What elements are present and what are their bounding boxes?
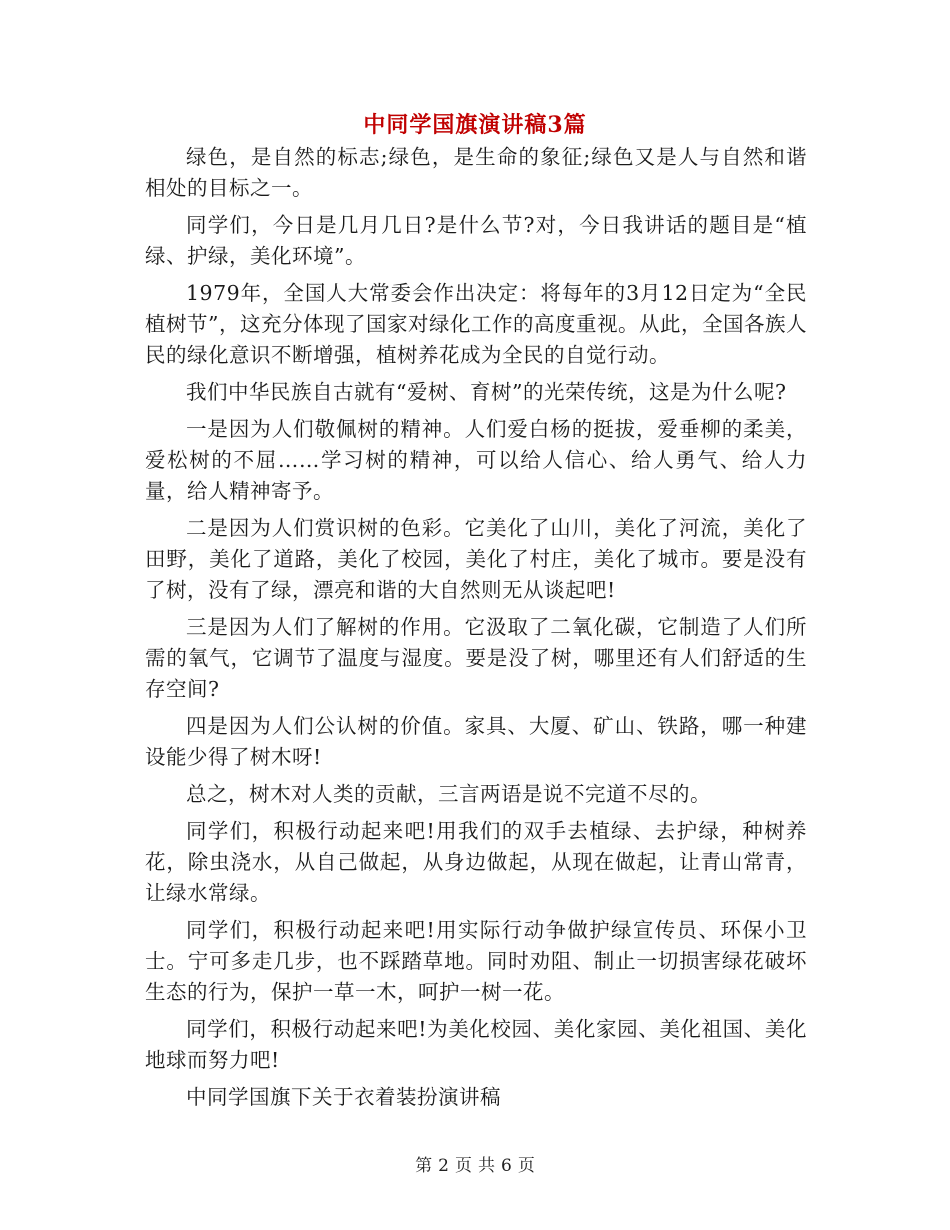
paragraph: 三是因为人们了解树的作用。它汲取了二氧化碳，它制造了人们所需的氧气，它调节了温度与湿度。要是没了树，哪里还有人们舒适的生存空间?	[145, 615, 807, 701]
page-current: 2	[438, 1156, 449, 1176]
paragraph: 同学们，今日是几月几日?是什么节?对，今日我讲话的题目是“植绿、护绿，美化环境”。	[145, 213, 807, 268]
document-title: 中同学国旗演讲稿3篇	[363, 112, 587, 138]
paragraph: 同学们，积极行动起来吧!为美化校园、美化家园、美化祖国、美化地球而努力吧!	[145, 1017, 807, 1072]
paragraph: 同学们，积极行动起来吧!用实际行动争做护绿宣传员、环保小卫士。宁可多走几步，也不踩踏草地。同时劝阻、制止一切损害绿花破坏生态的行为，保护一草一木，呵护一树一花。	[145, 918, 807, 1004]
paragraph: 我们中华民族自古就有“爱树、育树”的光荣传统，这是为什么呢?	[186, 380, 787, 404]
paragraph: 二是因为人们赏识树的色彩。它美化了山川，美化了河流，美化了田野，美化了道路，美化了校园，美化了村庄，美化了城市。要是没有了树，没有了绿，漂亮和谐的大自然则无从谈起吧!	[145, 516, 807, 602]
paragraph: 四是因为人们公认树的价值。家具、大厦、矿山、铁路，哪一种建设能少得了树木呀!	[145, 714, 807, 769]
paragraph: 1979年，全国人大常委会作出决定：将每年的3月12日定为“全民植树节”，这充分体现了国家对绿化工作的高度重视。从此，全国各族人民的绿化意识不断增强，植树养花成为全民的自觉行动。	[145, 281, 807, 367]
document-body	[145, 142, 807, 1113]
paragraph: 绿色，是自然的标志;绿色，是生命的象征;绿色又是人与自然和谐相处的目标之一。	[145, 145, 807, 200]
page-label-ye: 页	[455, 1156, 472, 1176]
page-label-ye2: 页	[517, 1156, 535, 1176]
paragraph: 同学们，积极行动起来吧!用我们的双手去植绿、去护绿，种树养花，除虫浇水，从自己做起，从身边做起，从现在做起，让青山常青，让绿水常绿。	[145, 819, 807, 905]
paragraph: 一是因为人们敬佩树的精神。人们爱白杨的挺拔，爱垂柳的柔美，爱松树的不屈……学习树的精神，可以给人信心、给人勇气、给人力量，给人精神寄予。	[145, 417, 807, 503]
page-label-gong: 共	[478, 1156, 495, 1176]
page-total: 6	[501, 1156, 512, 1176]
page-label-di: 第	[415, 1156, 433, 1176]
section-heading: 中同学国旗下关于衣着装扮演讲稿	[186, 1085, 501, 1109]
paragraph: 总之，树木对人类的贡献，三言两语是说不完道不尽的。	[186, 782, 711, 806]
page-number	[0, 1154, 950, 1178]
